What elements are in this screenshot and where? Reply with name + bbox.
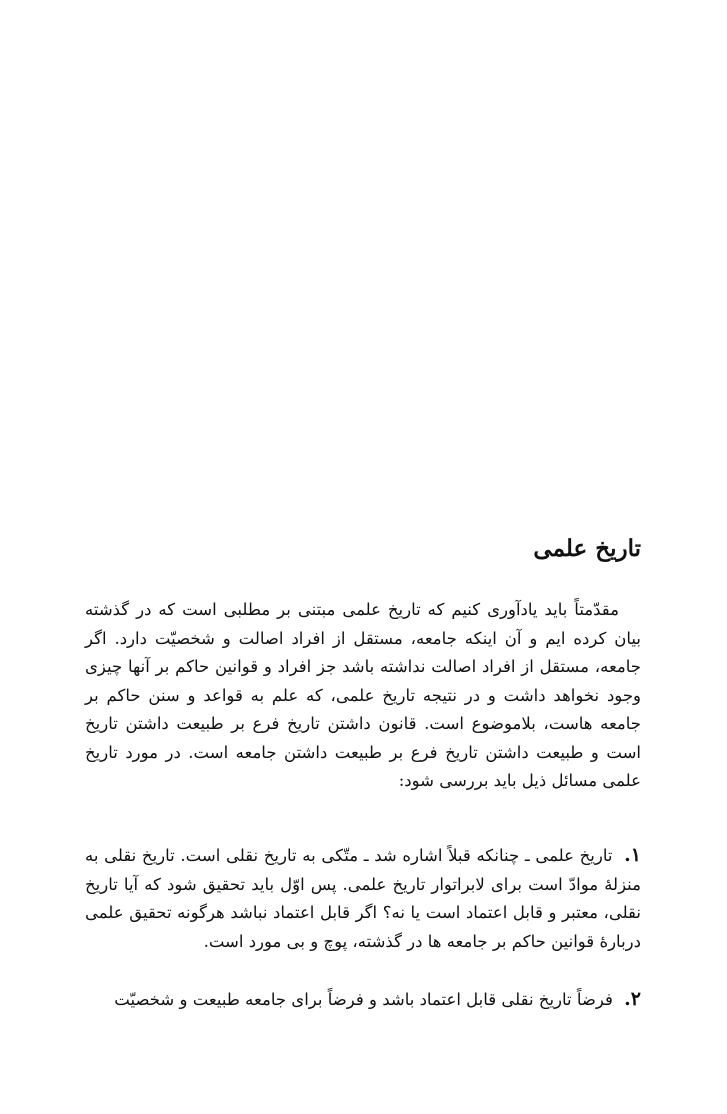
intro-paragraph	[85, 596, 641, 796]
paragraph-number-2: ۲.	[624, 988, 641, 1010]
numbered-paragraph-1	[85, 841, 641, 956]
numbered-paragraph-2	[85, 985, 641, 1015]
section-title: تاریخ علمی	[533, 535, 641, 562]
paragraph-number-1: ۱.	[624, 844, 641, 866]
intro-paragraph-text: مقدّمتاً باید یادآوری کنیم که تاریخ علمی مبتنی بر مطلبی است که در گذشته بیان کرده ایم و آن اینکه جامعه، مستقل از افراد اصالت و شخصیّت دارد. اگر جامعه، مستقل از افراد اصالت نداشته باشد جز افراد و قوانین حاکم بر آنها چیزی وجود نخواهد داشت و در نتیجه تاریخ علمی، که علم به قواعد و سنن حاکم بر جامعه هاست، بلاموضوع است. قانون داشتن تاریخ فرع بر طبیعت داشتن تاریخ است و طبیعت داشتن تاریخ فرع بر طبیعت داشتن جامعه است. در مورد تاریخ علمی مسائل ذیل باید بررسی شود:	[85, 600, 641, 790]
numbered-paragraph-1-text: تاریخ علمی ـ چنانکه قبلاً اشاره شد ـ متّکی به تاریخ نقلی است. تاریخ نقلی به منزلهٔ موادّ است برای لابراتوار تاریخ علمی. پس اوّل باید تحقیق شود که آیا تاریخ نقلی، معتبر و قابل اعتماد است یا نه؟ اگر قابل اعتماد نباشد هرگونه تحقیق علمی دربارهٔ قوانین حاکم بر جامعه ها در گذشته، پوچ و بی مورد است.	[85, 846, 641, 951]
numbered-paragraph-2-text: فرضاً تاریخ نقلی قابل اعتماد باشد و فرضاً برای جامعه طبیعت و شخصیّت	[114, 990, 613, 1009]
